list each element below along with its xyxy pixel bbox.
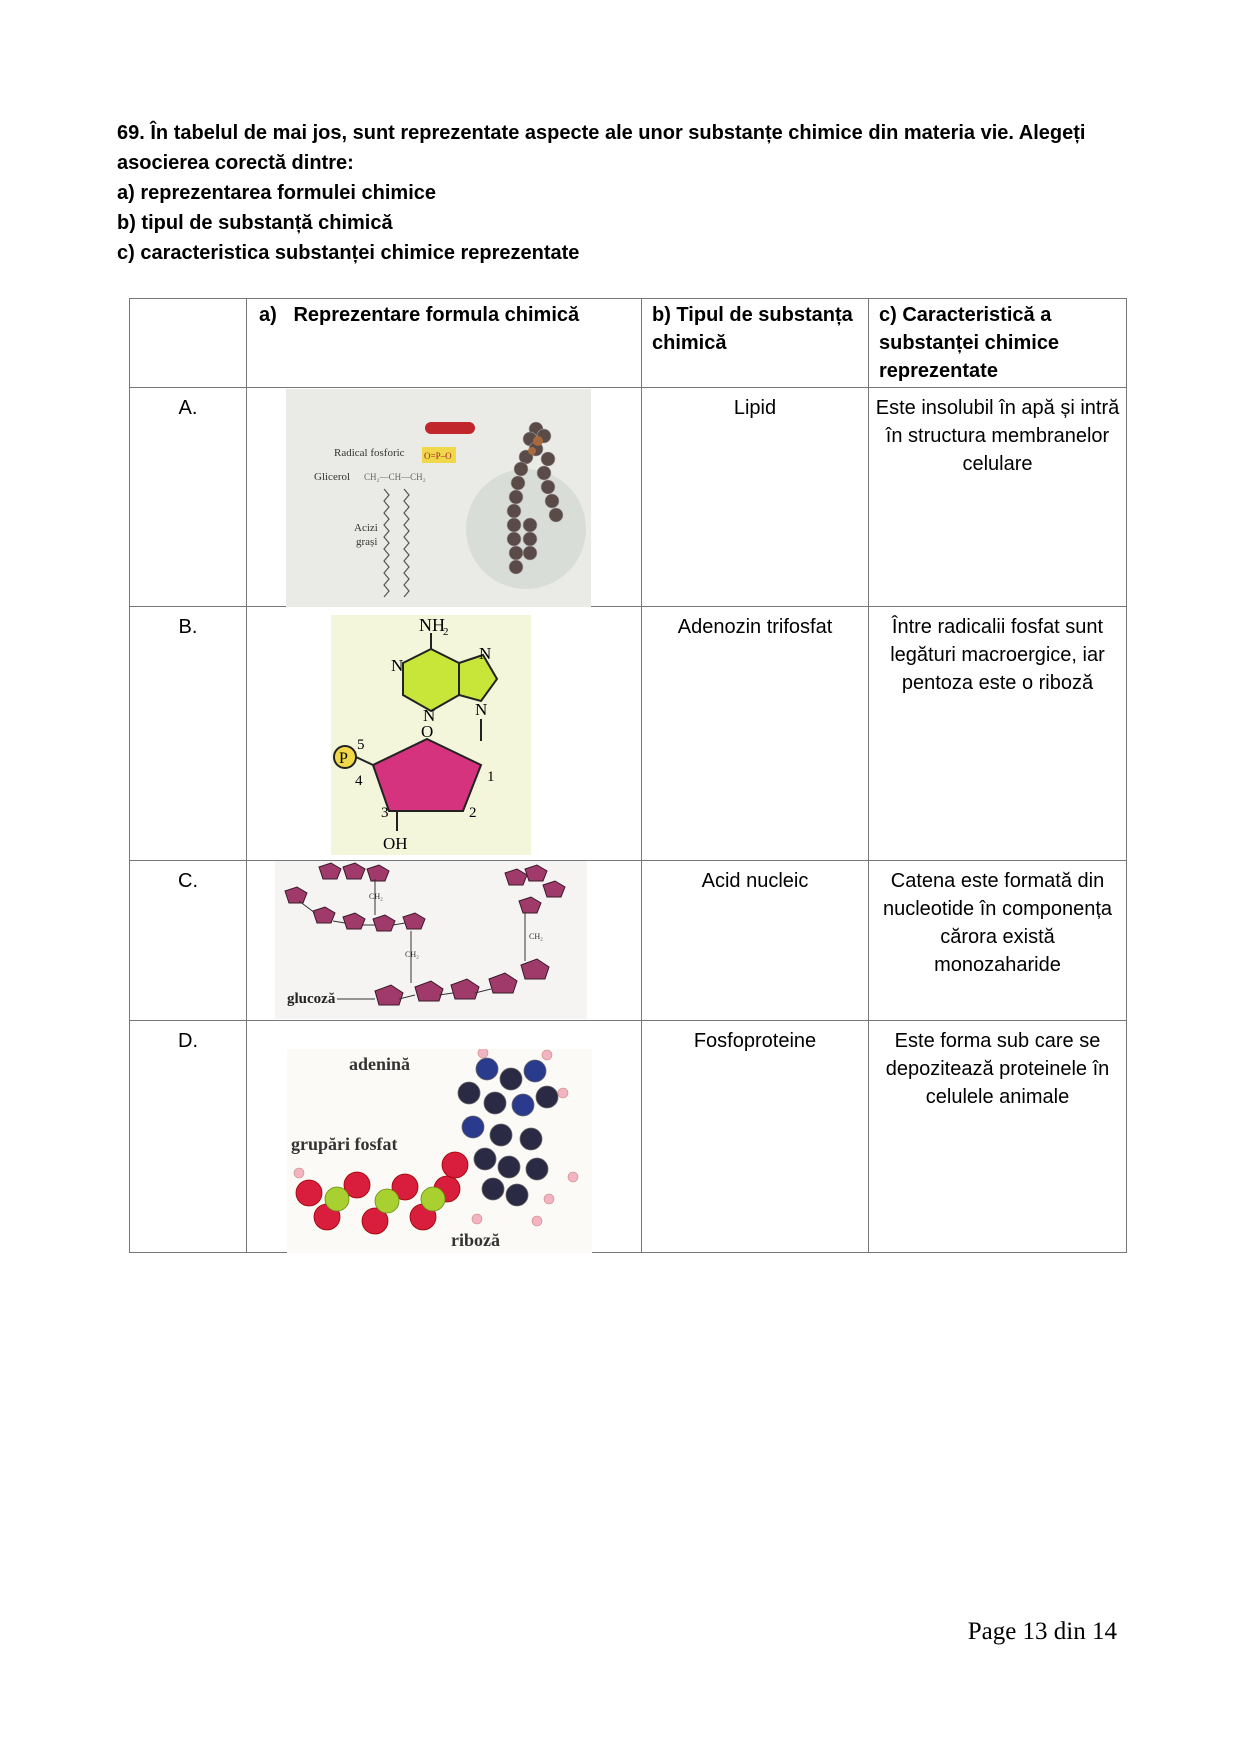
glycogen-ch2-label: CH₂ xyxy=(529,932,543,941)
table-row xyxy=(130,607,1127,861)
atp-model-adenine-label: adenină xyxy=(349,1054,411,1074)
atp-n-label: N xyxy=(423,706,436,725)
atp-c4-label: 4 xyxy=(355,773,363,789)
table-row xyxy=(130,388,1127,607)
atp-c3-label: 3 xyxy=(381,805,389,821)
lipid-label-glycerol: Glicerol xyxy=(314,471,351,483)
lipid-figure xyxy=(286,389,591,607)
glycogen-ch2-label: CH₂ xyxy=(369,892,383,901)
atp-c2-label: 2 xyxy=(469,805,477,821)
row-letter: C. xyxy=(130,861,247,1021)
header-c: c) Caracteristică a substanței chimice reprezentate xyxy=(869,299,1127,388)
atp-oh-label: OH xyxy=(383,834,408,853)
atp-n-label: N xyxy=(479,644,492,663)
row-letter: A. xyxy=(130,388,247,607)
atp-n-label: N xyxy=(475,700,488,719)
atp-n-label: N xyxy=(391,656,404,675)
formula-cell xyxy=(247,607,642,861)
formula-cell xyxy=(247,1021,642,1253)
question-line: 69. În tabelul de mai jos, sunt reprezentate aspecte ale unor substanțe chimice din materia vie. Alegeți xyxy=(117,122,1086,144)
atp-c5-label: 5 xyxy=(357,737,365,753)
row-letter: D. xyxy=(130,1021,247,1253)
question-option-b: b) tipul de substanță chimică xyxy=(117,212,393,234)
atp-model-ribose-label: riboză xyxy=(451,1230,500,1250)
question-line: asocierea corectă dintre: xyxy=(117,152,354,174)
question-option-a: a) reprezentarea formulei chimice xyxy=(117,182,437,204)
question-text xyxy=(117,118,1117,268)
atp-p-label: P xyxy=(339,750,348,767)
glycogen-figure xyxy=(275,861,587,1019)
characteristic: Catena este formată din nucleotide în componența cărora există monozaharide xyxy=(869,861,1127,1021)
characteristic: Între radicalii fosfat sunt legături macroergice, iar pentoza este o riboză xyxy=(869,607,1127,861)
lipid-glycerol-formula: CH₂—CH—CH₂ xyxy=(364,472,426,482)
header-a xyxy=(247,299,642,388)
glycogen-glucose-label: glucoză xyxy=(287,991,336,1007)
atp-model-figure xyxy=(287,1049,592,1253)
formula-cell xyxy=(247,388,642,607)
characteristic: Este forma sub care se depozitează proteinele în celulele animale xyxy=(869,1021,1127,1253)
row-letter: B. xyxy=(130,607,247,861)
table-header-row xyxy=(130,299,1127,388)
glycogen-ch2-label: CH₂ xyxy=(405,950,419,959)
characteristic: Este insolubil în apă și intră în structura membranelor celulare xyxy=(869,388,1127,607)
header-a-text: Reprezentare formula chimică xyxy=(293,304,580,326)
atp-nh2-subscript: 2 xyxy=(443,626,449,638)
atp-model-phosphates-label: grupări fosfat xyxy=(291,1134,398,1154)
substance-type: Lipid xyxy=(642,388,869,607)
lipid-label-fatty-acids-2: grași xyxy=(356,536,378,548)
atp-nh2-label: NH xyxy=(419,615,445,635)
header-a-marker: a) xyxy=(259,304,277,326)
substance-type: Acid nucleic xyxy=(642,861,869,1021)
lipid-label-phosphate: Radical fosforic xyxy=(334,447,405,459)
substance-type: Adenozin trifosfat xyxy=(642,607,869,861)
lipid-label-fatty-acids: Acizi xyxy=(354,522,378,534)
substance-type: Fosfoproteine xyxy=(642,1021,869,1253)
atp-c1-label: 1 xyxy=(487,769,495,785)
header-empty-cell xyxy=(130,299,247,388)
atp-structure-figure xyxy=(331,615,531,855)
header-b: b) Tipul de substanța chimică xyxy=(642,299,869,388)
table-row xyxy=(130,1021,1127,1253)
table-row xyxy=(130,861,1127,1021)
lipid-phosphate-formula: O=P–O xyxy=(424,451,452,461)
formula-cell xyxy=(247,861,642,1021)
atp-o-label: O xyxy=(421,722,434,741)
answer-table xyxy=(129,298,1127,1253)
page-number: Page 13 din 14 xyxy=(967,1618,1117,1645)
question-option-c: c) caracteristica substanței chimice reprezentate xyxy=(117,242,580,264)
